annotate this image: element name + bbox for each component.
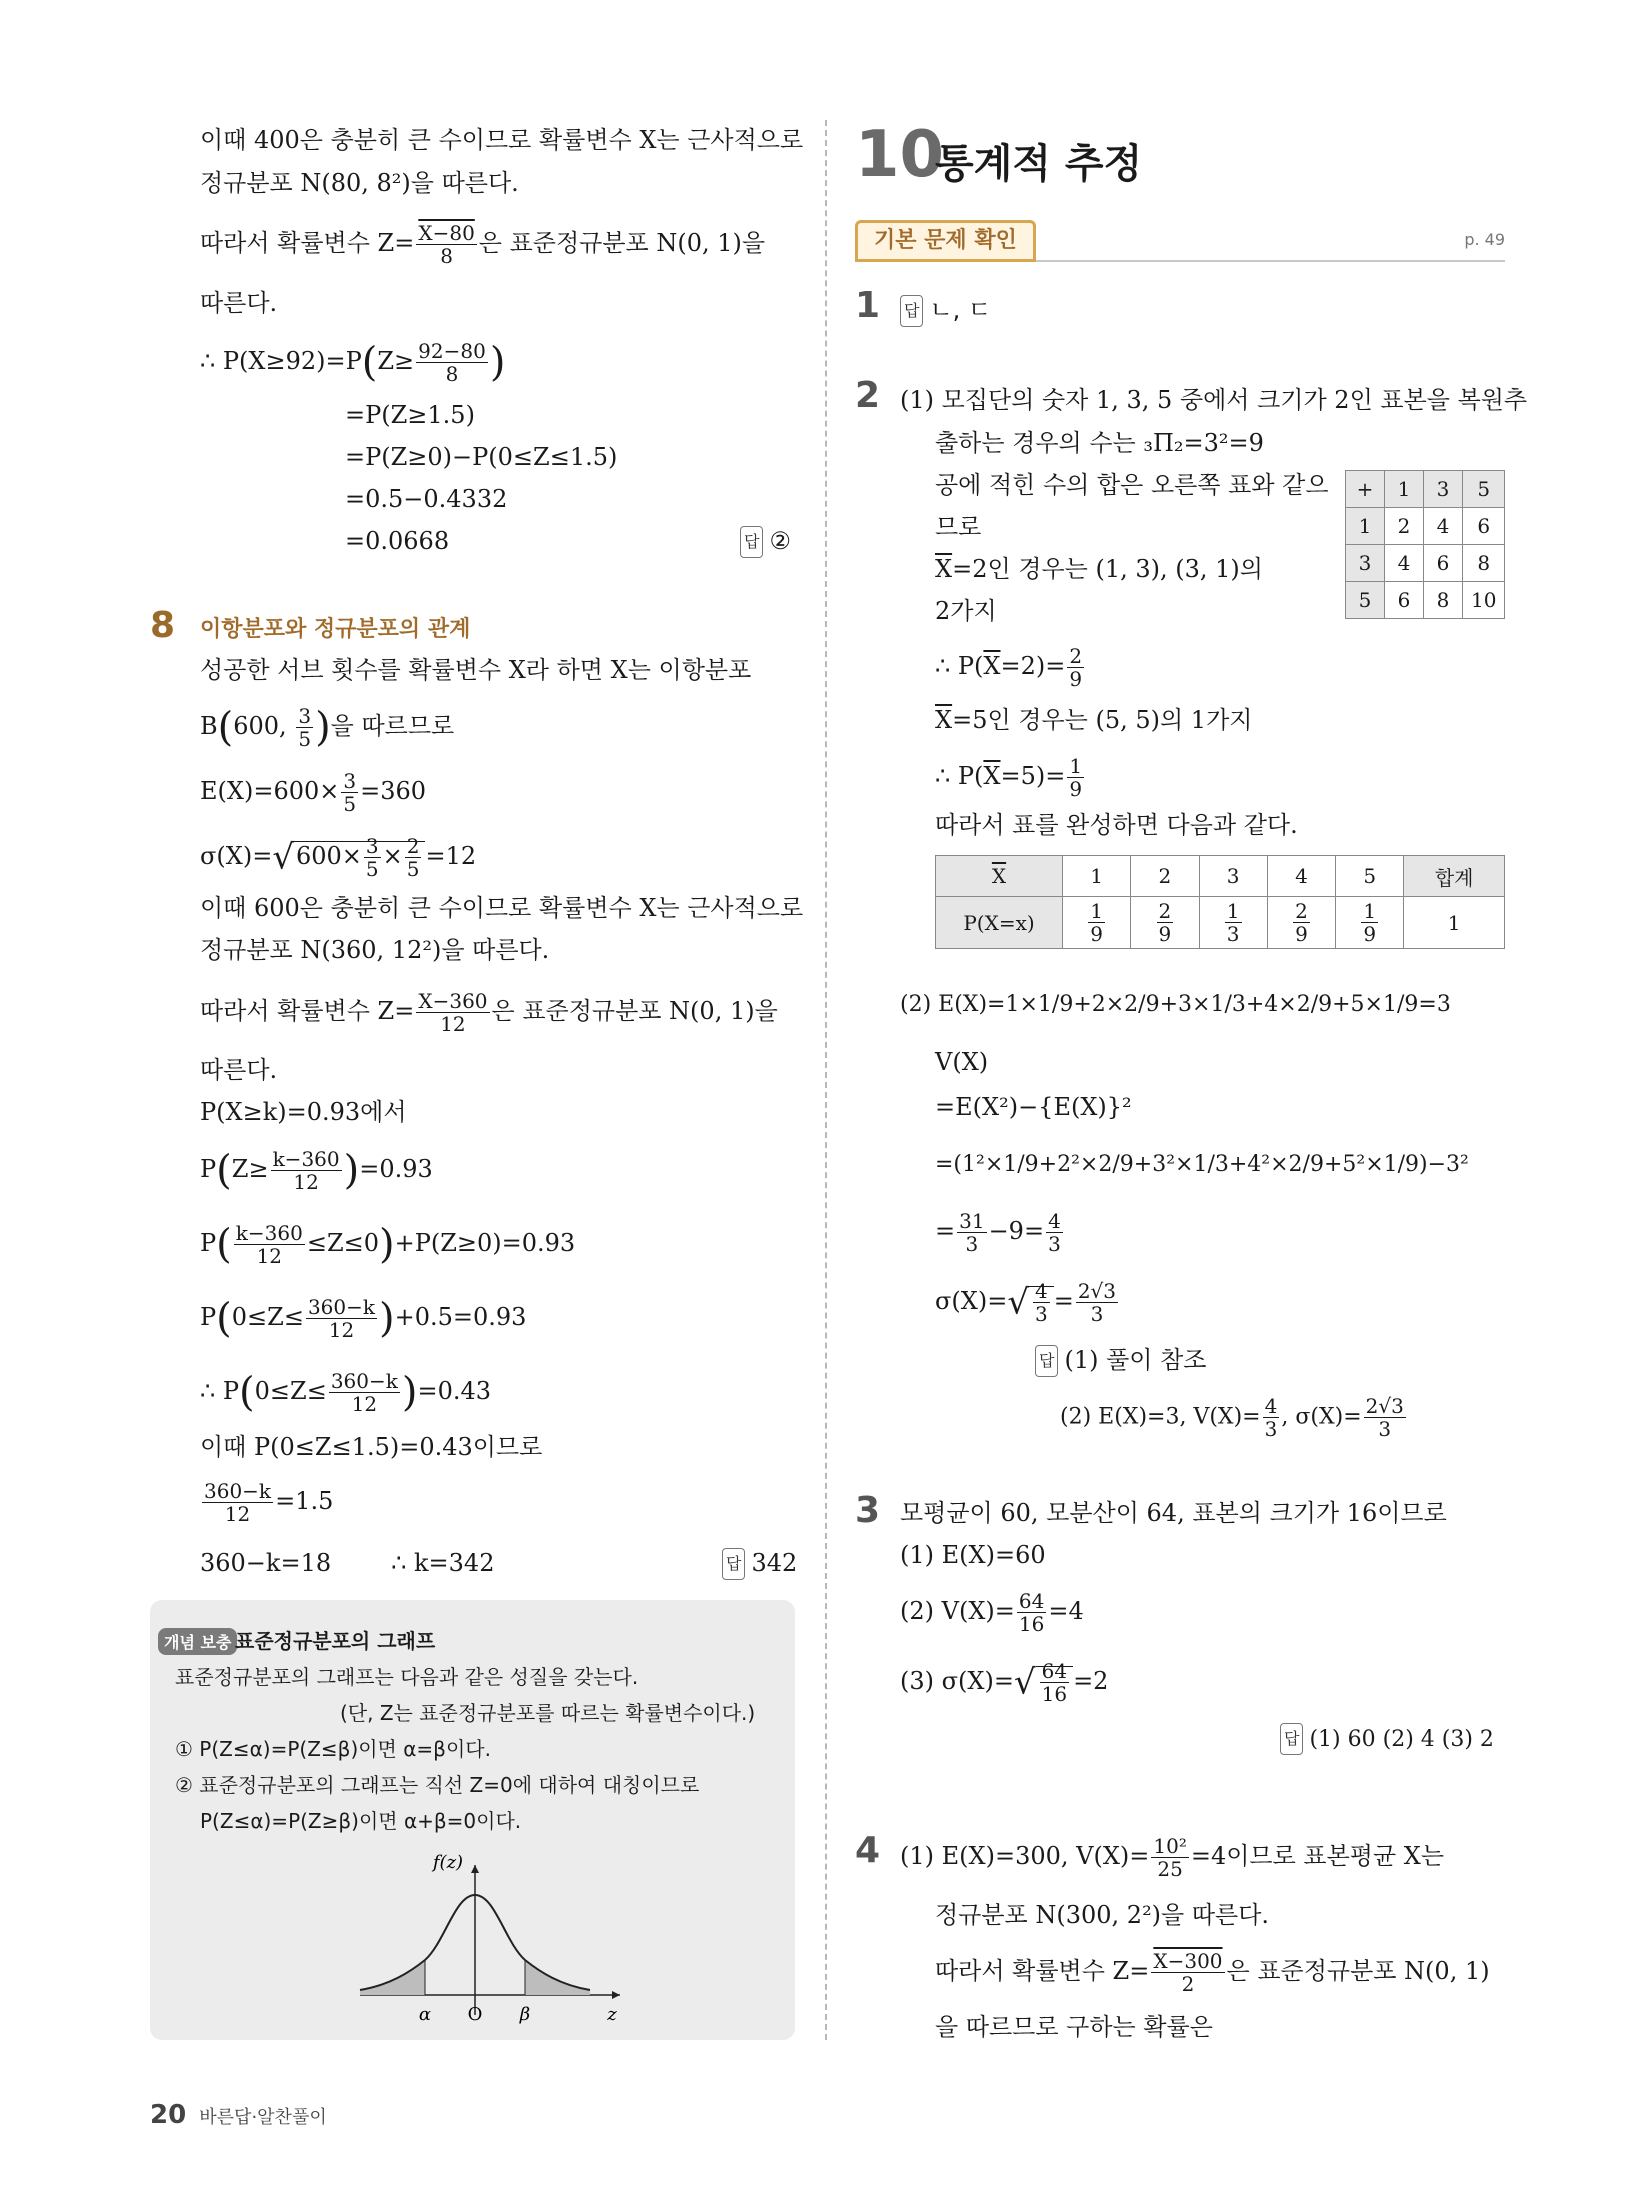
prob-cell: $\frac{1}{9}$ — [1063, 897, 1131, 949]
text-line: 므로 — [935, 513, 982, 541]
math-line: E(X)=600× $\frac{3}{5}$ =360 — [200, 769, 427, 816]
math-line: ∴ P(0≤Z≤ $\frac{360-k}{12}$ )=0.43 — [200, 1369, 492, 1416]
concept-box — [150, 1600, 795, 2040]
distribution-table — [935, 855, 1505, 949]
fraction: $\frac{X-80}{8}$ — [418, 221, 475, 268]
prob-cell: $\frac{1}{9}$ — [1336, 897, 1404, 949]
table-cell: 6 — [1385, 582, 1424, 619]
math-line: (2) E(X)=1×1/9+2×2/9+3×1/3+4×2/9+5×1/9=3 — [900, 992, 1451, 1017]
table-cell: 4 — [1385, 545, 1424, 582]
table-cell: 8 — [1424, 582, 1463, 619]
math-line: (1) E(X)=60 — [900, 1541, 1046, 1569]
math-line: =P(Z≥0)−P(0≤Z≤1.5) — [345, 443, 618, 471]
answer: 답 ② — [740, 526, 791, 558]
answer-badge: 답 — [1280, 1723, 1303, 1755]
x-value: 5 — [1336, 856, 1404, 897]
text-line: $\overline{X}=2$인 경우는 (1, 3), (3, 1)의 — [935, 555, 1263, 583]
math-line: =0.5−0.4332 — [345, 485, 508, 513]
text-line: 정규분포 N(80, 8²)을 따른다. — [200, 169, 519, 197]
math-line: ∴ $P(\overline{X}=2)=$ $\frac{2}{9}$ — [935, 644, 1083, 691]
math-line: (3) σ(X)=√ $\frac{64}{16}$ =2 — [900, 1659, 1109, 1706]
table-cell: + — [1346, 471, 1385, 508]
table-row — [1346, 582, 1505, 619]
table-cell: 6 — [1424, 545, 1463, 582]
math-line: $\frac{360-k}{12}$ =1.5 — [204, 1479, 334, 1526]
prob-cell: $\frac{2}{9}$ — [1267, 897, 1335, 949]
answer-badge: 답 — [1035, 1345, 1058, 1377]
page-footer — [150, 2100, 327, 2130]
table-cell: 5 — [1346, 582, 1385, 619]
text-line: 따라서 표를 완성하면 다음과 같다. — [935, 811, 1298, 839]
text-line: ① P(Z≤α)=P(Z≤β)이면 α=β이다. — [175, 1737, 491, 1761]
text-line: 따라서 확률변수 Z= $\frac{X-80}{8}$ 은 표준정규분포 N(0, 1)을 — [200, 221, 766, 268]
math-line: ∴ $P(\overline{X}=5)=$ $\frac{1}{9}$ — [935, 754, 1083, 801]
text-line: 공에 적힌 수의 합은 오른쪽 표와 같으 — [935, 471, 1329, 499]
math-line: B(600, $\frac{3}{5}$ )을 따르므로 — [200, 704, 455, 751]
answer: (2) E(X)=3, V(X)= $\frac{4}{3}$ , σ(X)= $\frac{2√3}{3}$ — [1060, 1394, 1404, 1441]
prob-cell: $\frac{2}{9}$ — [1131, 897, 1199, 949]
math-line: $\overline{X}=5$인 경우는 (5, 5)의 1가지 — [935, 706, 1253, 734]
answer: 답 (1) 60 (2) 4 (3) 2 — [1280, 1723, 1494, 1755]
math-line: =0.0668 — [345, 527, 450, 555]
math-line: (2) V(X)= $\frac{64}{16}$ =4 — [900, 1589, 1084, 1636]
x-value: 2 — [1131, 856, 1199, 897]
problem-number: 2 — [855, 375, 881, 416]
text-line: 이때 400은 충분히 큰 수이므로 확률변수 X는 근사적으로 — [200, 126, 804, 154]
x-value: 3 — [1199, 856, 1267, 897]
table-row — [1346, 545, 1505, 582]
prob-cell: $\frac{1}{3}$ — [1199, 897, 1267, 949]
table-cell: 5 — [1463, 471, 1505, 508]
beta-label: β — [519, 2004, 531, 2025]
text-line: 출하는 경우의 수는 ₃Π₂=3²=9 — [935, 429, 1264, 457]
total-value: 1 — [1404, 897, 1505, 949]
answer-badge: 답 — [900, 295, 923, 327]
header-x: $\overline{X}$ — [936, 856, 1063, 897]
table-cell: 2 — [1385, 508, 1424, 545]
chapter-title: 통계적 추정 — [935, 141, 1143, 187]
math-line: V(X) — [935, 1048, 989, 1076]
text-line: 따른다. — [200, 1056, 278, 1084]
x-value: 1 — [1063, 856, 1131, 897]
math-line: =E(X²)−{E(X)}² — [935, 1093, 1132, 1121]
text-line: 정규분포 N(300, 2²)을 따른다. — [935, 1901, 1270, 1929]
text-line: 이때 600은 충분히 큰 수이므로 확률변수 X는 근사적으로 — [200, 894, 804, 922]
section-header — [855, 220, 1505, 262]
concept-title: 표준정규분포의 그래프 — [235, 1629, 436, 1653]
page-number: 20 — [150, 2100, 187, 2130]
x-value: 4 — [1267, 856, 1335, 897]
answer: 답 ㄴ, ㄷ — [900, 295, 991, 327]
math-line: P(0≤Z≤ $\frac{360-k}{12}$ )+0.5=0.93 — [200, 1295, 527, 1342]
table-cell: 1 — [1346, 508, 1385, 545]
problem-number: 3 — [855, 1490, 881, 1531]
math-line: =(1²×1/9+2²×2/9+3²×1/3+4²×2/9+5²×1/9)−3² — [935, 1152, 1469, 1177]
math-line: 360−k=18 ∴ k=342 — [200, 1549, 495, 1577]
text-line: 정규분포 N(360, 12²)을 따른다. — [200, 936, 550, 964]
table-cell: 8 — [1463, 545, 1505, 582]
table-cell: 3 — [1424, 471, 1463, 508]
problem-topic: 이항분포와 정규분포의 관계 — [200, 617, 471, 642]
problem-number: 4 — [855, 1830, 881, 1871]
column-divider — [825, 120, 827, 2040]
answer-badge: 답 — [740, 526, 763, 558]
sum-table — [1345, 470, 1505, 619]
table-row — [1346, 508, 1505, 545]
table-cell: 6 — [1463, 508, 1505, 545]
text-line: 을 따르므로 구하는 확률은 — [935, 2013, 1213, 2041]
y-axis-label: f(z) — [432, 1852, 464, 1873]
table-row — [1346, 471, 1505, 508]
text-line: (단, Z는 표준정규분포를 따르는 확률변수이다.) — [340, 1701, 756, 1725]
z-axis-label: z — [607, 2004, 617, 2025]
math-line: = $\frac{31}{3}$ −9= $\frac{4}{3}$ — [935, 1209, 1061, 1256]
math-line: P(Z≥ $\frac{k-360}{12}$ )=0.93 — [200, 1147, 433, 1194]
text-line: 표준정규분포의 그래프는 다음과 같은 성질을 갖는다. — [175, 1665, 639, 1689]
problem-number: 8 — [150, 605, 176, 646]
header-p: P(X=x) — [936, 897, 1063, 949]
math-line: ∴ P(X≥92)=P(Z≥ $\frac{92-80}{8}$ ) — [200, 339, 506, 386]
math-line: σ(X)=√600× $\frac{3}{5}$ × $\frac{2}{5}$ =12 — [200, 834, 477, 881]
text-line: 따른다. — [200, 289, 278, 317]
math-line: P(X≥k)=0.93에서 — [200, 1098, 407, 1126]
answer-badge: 답 — [722, 1548, 745, 1580]
math-line: 따라서 확률변수 Z= $\frac{X-300}{2}$ 은 표준정규분포 N(0, 1) — [935, 1949, 1490, 1996]
math-line: σ(X)=√ $\frac{4}{3}$ = $\frac{2√3}{3}$ — [935, 1279, 1117, 1326]
table-cell: 4 — [1424, 508, 1463, 545]
text-line: 2가지 — [935, 597, 997, 625]
problem-number: 1 — [855, 285, 881, 326]
math-line: (1) E(X)=300, V(X)= $\frac{\text{10²}}{25}$ =4이므로 표본평균 X는 — [900, 1834, 1445, 1881]
origin-label: O — [467, 2004, 483, 2025]
total-label: 합계 — [1404, 856, 1505, 897]
text-line: (1) 모집단의 숫자 1, 3, 5 중에서 크기가 2인 표본을 복원추 — [900, 386, 1528, 414]
table-cell: 1 — [1385, 471, 1424, 508]
text-line: P(Z≤α)=P(Z≥β)이면 α+β=0이다. — [200, 1809, 522, 1833]
page-reference: p. 49 — [1464, 230, 1505, 249]
normal-curve-graph — [350, 1850, 630, 2030]
section-label: 기본 문제 확인 — [855, 220, 1036, 262]
answer: 답 342 — [722, 1548, 797, 1580]
math-line: 따라서 확률변수 Z= $\frac{X-360}{12}$ 은 표준정규분포 N(0, 1)을 — [200, 989, 778, 1036]
text-line: ② 표준정규분포의 그래프는 직선 Z=0에 대하여 대칭이므로 — [175, 1773, 700, 1797]
concept-label: 개념 보충 — [158, 1628, 237, 1655]
math-line: P( $\frac{k-360}{12}$ ≤Z≤0)+P(Z≥0)=0.93 — [200, 1221, 576, 1268]
chapter-number: 10 — [855, 118, 945, 192]
text-line: 모평균이 60, 모분산이 64, 표본의 크기가 16이므로 — [900, 1499, 1447, 1527]
book-title: 바른답·알찬풀이 — [199, 2107, 327, 2128]
math-line: 이때 P(0≤Z≤1.5)=0.43이므로 — [200, 1433, 543, 1461]
table-cell: 10 — [1463, 582, 1505, 619]
alpha-label: α — [418, 2004, 432, 2025]
table-cell: 3 — [1346, 545, 1385, 582]
answer: 답 (1) 풀이 참조 — [1035, 1345, 1206, 1377]
math-line: =P(Z≥1.5) — [345, 401, 475, 429]
text-line: 성공한 서브 횟수를 확률변수 X라 하면 X는 이항분포 — [200, 656, 752, 684]
